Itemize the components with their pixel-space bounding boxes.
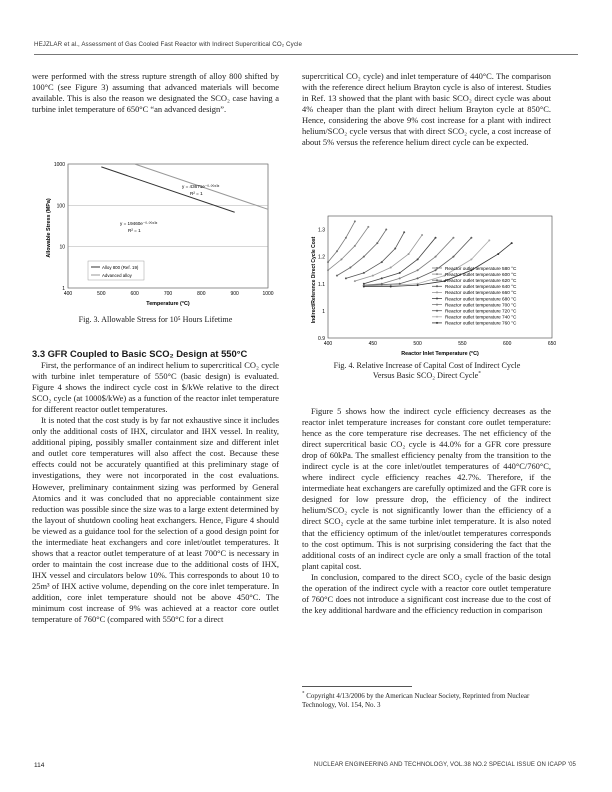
figure-3-chart [40, 158, 280, 308]
fig3-eq2: y = 19460e⁻⁰·⁰⁰⁶³ˣ [120, 221, 158, 226]
fig4-legend-label: Reactor outlet temperature 720 °C [445, 308, 517, 314]
footnote-rule [302, 686, 412, 687]
fig4-legend-marker [436, 322, 438, 324]
fig4-point [390, 267, 392, 269]
fig4-ytick: 0.9 [318, 336, 325, 342]
fig4-legend-label: Reactor outlet temperature 600 °C [445, 271, 517, 277]
fig4-point [497, 253, 499, 255]
fig3-legend-1: Alloy 800 (Ref. 19) [102, 265, 139, 270]
figure-3-caption: Fig. 3. Allowable Stress for 10⁵ Hours Lifetime [78, 315, 233, 324]
running-header: HEJZLAR et al., Assessment of Gas Cooled Fast Reactor with Indirect Supercritical CO₂ Cycle [34, 41, 303, 48]
fig4-point [417, 258, 419, 260]
fig4-point [394, 248, 396, 250]
fig4-legend-marker [436, 304, 438, 306]
fig4-legend-marker [436, 298, 438, 300]
fig3-legend [88, 261, 144, 280]
fig4-point [376, 242, 378, 244]
fig4-point [363, 285, 365, 287]
fig4-point [367, 226, 369, 228]
section-heading: 3.3 GFR Coupled to Basic SCO₂ Design at 550°C [32, 348, 248, 359]
right-column-top [302, 71, 551, 148]
fig4-legend-label: Reactor outlet temperature 760 °C [445, 320, 517, 326]
fig4-point [354, 220, 356, 222]
fig4-xtick: 650 [547, 341, 557, 347]
fig4-point [452, 256, 454, 258]
fig3-ylabel: Allowable Stress (MPa) [46, 198, 52, 258]
fig3-xtick: 600 [130, 291, 139, 297]
fig4-point [417, 277, 419, 279]
footnote-text: Copyright 4/13/2006 by the American Nuclear Society, Reprinted from Nuclear Technology, Vol. 154, No. 3 [302, 692, 530, 709]
fig4-point [363, 272, 365, 274]
fig4-point [385, 229, 387, 231]
fig4-legend-marker [436, 291, 438, 293]
fig3-eq1: y = 43671e⁻⁰·⁰⁰⁶³ˣ [182, 184, 220, 189]
fig4-point [399, 277, 401, 279]
fig4-point [336, 275, 338, 277]
fig3-ytick: 10 [59, 244, 65, 251]
fig4-legend-label: Reactor outlet temperature 700 °C [445, 302, 517, 308]
figure-4-caption [302, 361, 552, 381]
footnote [302, 692, 552, 710]
footnote-mark: * [302, 691, 305, 697]
fig4-legend-label: Reactor outlet temperature 680 °C [445, 296, 517, 302]
fig4-xtick: 450 [368, 341, 377, 347]
right-paragraph-top: supercritical CO₂ cycle) and inlet temperature of 440°C. The comparison with the reference direct helium Brayton cycle is also of interest. Studies in Ref. 13 showed that the plant with basic SCO₂ direct cycle was about 4% cheaper than the plant with direct helium Brayton cycle at 850°C. Hence, considering the above 9% cost increase for a plant with indirect helium/SCO₂ cycle versus that with direct SCO₂ cycle, a cost increase of about 5% versus the reference helium direct cycle can be expected. [302, 71, 551, 148]
right-paragraph-3: Figure 5 shows how the indirect cycle efficiency decreases as the reactor inlet temperature increases for constant core outlet temperature: hence as the core temperature rise decreases. The net efficiency of the direct supercritical basic CO₂ cycle is 44.0% for a GFR core pressure drop of 60kPa. The smallest efficiency penalty from the transition to the indirect cycle is at the core inlet/outlet temperatures of 440°C/760°C, where indirect cycle efficiency reaches 42.7%. Therefore, if the intermediate heat exchangers are carefully optimized and the GFR core is designed for low pressure drop, the efficiency of the indirect helium/SCO₂ cycle is not significantly lower than the efficiency of a direct SCO₂ cycle at the same turbine inlet temperature. It is also noted that the efficiency optimum of the inlet/outlet temperatures corresponds to the cost optimum. This is not surprising considering the fact that the additional costs of an indirect cycle are only a small fraction of the total plant capital cost. [302, 406, 551, 571]
fig3-ytick: 1 [62, 286, 65, 292]
fig4-point [417, 284, 419, 286]
fig4-legend-marker [436, 310, 438, 312]
fig3-xtick: 1000 [262, 291, 274, 297]
fig3-xlabel: Temperature (°C) [146, 301, 190, 307]
fig4-caption-line2-wrap [302, 371, 552, 381]
fig4-point [327, 261, 329, 263]
figure-4-chart [308, 212, 560, 358]
fig3-r1: R² = 1 [190, 191, 203, 196]
fig4-point [372, 275, 374, 277]
right-paragraph-4: In conclusion, compared to the direct SCO₂ cycle of the basic design the operation of the indirect cycle with a reactor core outlet temperature of 760°C does not introduce a significant cost increase due to the cost of the key additional hardware and the efficiency reduction in comparison [302, 571, 551, 615]
fig4-point [408, 253, 410, 255]
journal-footer: NUCLEAR ENGINEERING AND TECHNOLOGY, VOL.38 NO.2 SPECIAL ISSUE ON ICAPP '05 [313, 762, 576, 768]
fig3-legend-2: Advanced alloy [102, 273, 132, 278]
fig4-xlabel: Reactor Inlet Temperature (°C) [401, 351, 479, 357]
fig4-xtick: 600 [503, 341, 512, 347]
fig4-point [417, 269, 419, 271]
fig4-point [336, 250, 338, 252]
fig3-xtick: 900 [230, 291, 239, 297]
fig4-caption-mark: * [478, 370, 482, 377]
fig4-legend-label: Reactor outlet temperature 660 °C [445, 290, 517, 296]
fig4-legend-marker [436, 279, 438, 281]
fig4-point [349, 267, 351, 269]
fig4-legend-label: Reactor outlet temperature 740 °C [445, 314, 517, 320]
fig3-ytick: 1000 [53, 162, 65, 168]
left-paragraph-top: were performed with the stress rupture strength of alloy 800 shifted by 100°C (see Figure 3) assuming that advanced materials will become available. This is also the reason we designated the SCO₂ case having a turbine inlet temperature of 650°C “an advanced design”. [32, 71, 279, 115]
fig4-point [354, 245, 356, 247]
right-column-body [302, 406, 551, 616]
fig4-ytick: 1.2 [318, 254, 325, 261]
fig4-point [399, 272, 401, 274]
fig4-caption-line2: Versus Basic SCO₂ Direct Cycle [372, 371, 479, 380]
fig4-ylabel: Indirect/Reference Direct Cycle Cost [311, 236, 317, 324]
fig4-xtick: 550 [458, 341, 467, 347]
fig4-xtick: 400 [323, 341, 333, 347]
fig3-r2: R² = 1 [128, 228, 141, 233]
fig4-legend-marker [436, 267, 438, 269]
fig4-point [421, 234, 423, 236]
fig4-legend-label: Reactor outlet temperature 580 °C [445, 265, 517, 271]
left-paragraph-2: It is noted that the cost study is by far not exhaustive since it includes only the additional costs of IHX, circulator and IHX vessel. In reality, additional piping, possibly smaller containment size and different inlet and outlet core temperatures will also affect the cost. Because these effects could not be accurately quantified at this preliminary stage of investigations, they were not incorporated in the cost evaluations. However, preliminary containment sizing was performed by General Atomics and it was concluded that no appreciable containment size reduction was possible since the size was to a large extent determined by the layout of shutdown cooling heat exchangers. Hence, Figure 4 should be viewed as a guidance tool for the selection of a good design point for the intermediate heat exchangers and core inlet/outlet temperatures. It shows that a reactor outlet temperature of at least 700°C is necessary in order to maintain the cost increase due to the additional costs of IHX, IHX vessel and circulators below 10%. This corresponds to about 10 to 25m³ of IHX active volume, depending on the core inlet temperature. In addition, core inlet temperature should not be above 450°C. The minimum cost increase of 9% was achieved at a reactor core outlet temperature of 760°C (compared with 550°C for a direct [32, 415, 279, 625]
fig4-ytick: 1 [322, 308, 325, 315]
fig4-point [381, 277, 383, 279]
fig4-point [403, 231, 405, 233]
fig4-point [390, 285, 392, 287]
fig3-xtick: 800 [197, 291, 206, 297]
left-column-body [32, 360, 279, 625]
header-rule [34, 54, 578, 55]
fig4-ytick: 1.1 [318, 281, 325, 288]
fig4-legend [432, 266, 517, 326]
fig4-point [511, 242, 513, 244]
fig4-point [381, 261, 383, 263]
fig3-xtick: 700 [163, 291, 173, 297]
fig4-point [345, 277, 347, 279]
fig4-legend-label: Reactor outlet temperature 640 °C [445, 284, 517, 290]
fig4-point [435, 237, 437, 239]
fig4-point [470, 237, 472, 239]
fig4-legend-marker [436, 316, 438, 318]
fig4-point [488, 239, 490, 241]
fig4-legend-marker [436, 273, 438, 275]
fig4-point [354, 280, 356, 282]
fig4-point [340, 258, 342, 260]
fig4-xtick: 500 [413, 341, 422, 347]
fig4-ytick: 1.3 [318, 227, 325, 234]
fig4-point [327, 269, 329, 271]
fig4-legend-label: Reactor outlet temperature 620 °C [445, 278, 517, 283]
fig3-xtick: 400 [63, 291, 73, 297]
fig4-point [345, 237, 347, 239]
fig4-caption-line1: Fig. 4. Relative Increase of Capital Cost of Indirect Cycle [333, 361, 521, 370]
left-paragraph-1: First, the performance of an indirect helium to supercritical CO₂ cycle with turbine inlet temperature of 550°C (basic design) is evaluated. Figure 4 shows the indirect cycle cost in $/kWe relative to the direct SCO₂ cycle (at 1000$/kWe) as a function of the reactor inlet temperature for different reactor outlet temperatures. [32, 360, 279, 415]
fig4-legend-marker [436, 285, 438, 287]
page-number: 114 [34, 762, 45, 769]
fig3-ytick: 100 [56, 203, 65, 210]
fig4-point [470, 258, 472, 260]
fig4-point [452, 237, 454, 239]
fig4-point [435, 269, 437, 271]
fig4-point [435, 256, 437, 258]
fig3-xtick: 500 [97, 291, 106, 297]
fig4-point [363, 256, 365, 258]
left-column-top [32, 71, 279, 115]
